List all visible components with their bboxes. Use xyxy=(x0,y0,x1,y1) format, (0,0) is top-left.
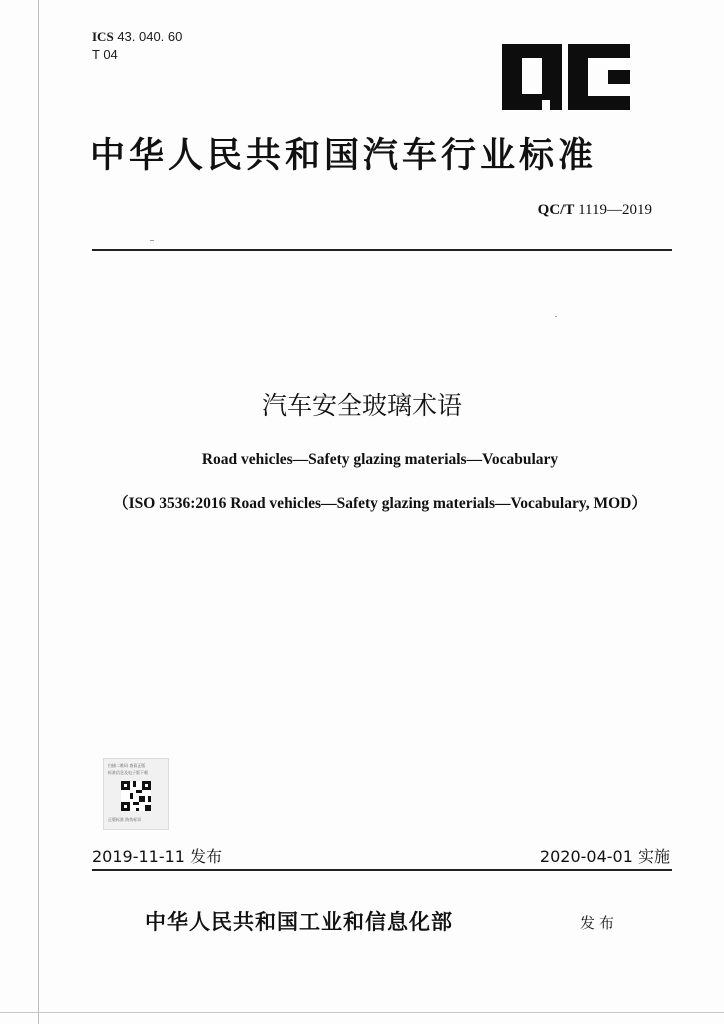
stamp-line-1: 扫描二维码 查看正版 xyxy=(108,763,146,768)
scan-bottom-edge xyxy=(0,1012,724,1013)
english-title: Road vehicles—Safety glazing materials—Vocabulary xyxy=(201,451,559,468)
ics-line xyxy=(92,28,182,46)
scan-speck xyxy=(150,240,154,241)
qr-code-icon xyxy=(121,781,151,811)
issue-date-value: 2019-11-11 xyxy=(92,847,185,866)
stamp-line-3: 正版标准 防伪标识 xyxy=(108,817,142,822)
standard-number xyxy=(538,202,652,219)
scan-speck xyxy=(555,316,557,317)
industry-standard-title: 中华人民共和国汽车行业标准 xyxy=(90,135,598,176)
stamp-line-2: 标准信息及电子版下载 xyxy=(108,770,148,775)
issuer-action: 发布 xyxy=(580,914,619,932)
footer-rule xyxy=(92,869,672,871)
standard-number-value: 1119—2019 xyxy=(578,202,652,218)
implementation-date-value: 2020-04-01 xyxy=(539,847,633,866)
anti-counterfeit-stamp xyxy=(103,758,169,830)
chinese-title: 汽车安全玻璃术语 xyxy=(261,391,462,420)
classification-codes xyxy=(92,28,182,64)
issue-date xyxy=(92,844,222,867)
iso-reference-title: （ISO 3536:2016 Road vehicles—Safety glazing materials—Vocabulary, MOD） xyxy=(113,495,647,512)
implementation-date-label: 实施 xyxy=(637,847,670,866)
issuing-authority: 中华人民共和国工业和信息化部 xyxy=(145,909,453,934)
header-rule xyxy=(92,249,672,251)
ics-label: ICS xyxy=(92,29,114,44)
standard-number-prefix: QC/T xyxy=(537,202,575,218)
issue-date-label: 发布 xyxy=(190,847,223,866)
ccs-code: T 04 xyxy=(92,47,118,62)
ics-code: 43. 040. 60 xyxy=(117,29,183,44)
implementation-date xyxy=(540,844,670,867)
qc-logo xyxy=(502,44,630,110)
